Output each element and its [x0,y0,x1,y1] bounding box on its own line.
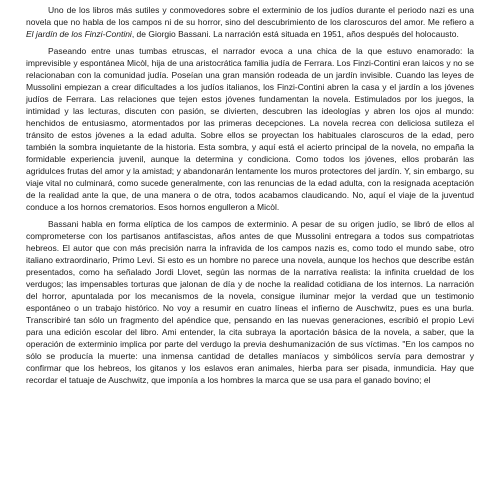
paragraph-1-text-end: , de Giorgio Bassani. La narración está situada en 1951, años después del holocausto. [131,29,459,39]
book-title: El jardín de los Finzi-Contini [26,29,132,39]
paragraph-1 [26,4,474,40]
paragraph-2 [26,45,474,213]
paragraph-3 [26,218,474,386]
paragraph-1-text-start: Uno de los libros más sutiles y conmovedores sobre el exterminio de los judíos durante el periodo nazi es una novela que no habla de los campos ni de su horror, sino del descubrimiento de los claroscuros del amor. Me refiero a [26,5,474,27]
paragraph-3-text: Bassani habla en forma elíptica de los campos de exterminio. A pesar de su origen judío, se libró de ellos al comprometerse con los partisanos antifascistas, años antes de que Mussolini entregara a todos sus compatriotas hebreos. El autor que con más precisión narra la infravida de los campos nazis es, como todo el mundo sabe, otro italiano extraordinario, Primo Levi. Si esto es un hombre no parece una novela, aunque los hechos que describe están presentados, como ha señalado Jordi Llovet, según las normas de la narrativa realista: la infinita crueldad de los verdugos; las impensables torturas que jalonan de día y de noche la realidad cotidiana de los internos. La narración del horror, apuntalada por los mecanismos de la novela, consigue iluminar mejor la verdad que un testimonio espontáneo o un trabajo histórico. No voy a resumir en cuatro líneas el infierno de Auschwitz, pues es una burla. Transcribiré tan sólo un fragmento del apéndice que, pensando en las nuevas generaciones, escribió el propio Levi para una edición escolar del libro. Ami entender, la cita subraya la aportación básica de la novela, a saber, que la operación de exterminio implica por parte del verdugo la previa deshumanización de sus víctimas. "En los campos no sólo se producía la muerte: una inmensa cantidad de detalles maníacos y simbólicos servía para demostrar y confirmar que los hebreos, los gitanos y los eslavos eran animales, hierba para ser pisada, inmundicia. Hay que recordar el tatuaje de Auschwitz, que imponía a los hombres la marca que se usa para el ganado bovino; el [26,219,474,385]
paragraph-2-text: Paseando entre unas tumbas etruscas, el narrador evoca a una chica de la que estuvo enamorado: la imprevisible y espontánea Micòl, hija de una aristocrática familia judía de Ferrara. Los Finzi-Contini eran laicos y no se relacionaban con la comunidad judía. Poseían una gran mansión rodeada de un jardín invisible. Cuando las leyes de Mussolini empiezan a crear dificultades a los judíos italianos, los Finzi-Contini abren la casa y el jardín a los jóvenes judíos de Ferrara. Las relaciones que tejen estos jóvenes fundamentan la novela. Estimulados por los juegos, la intimidad y las lecturas, discuten con pasión, se divierten, descubren las ideologías y abren los ojos al mundo: henchidos de entusiasmo, atormentados por las primeras decepciones. La novela recrea con deliciosa sutileza el tránsito de estos jóvenes a la edad adulta. Sobre ellos se proyectan los habituales claroscuros de la edad, pero también la sombra inquietante de la historia. Esta sombra, y aquí está el acierto principal de la novela, no empaña la formidable experiencia juvenil, aunque la determina y condiciona. Como todos los jóvenes, ellos probarán las agridulces frutas del amor y la amistad; y abandonarán lentamente los muros protectores del jardín. Y, sin embargo, su viaje vital no culminará, como sucede generalmente, con las renuncias de la edad adulta, con la resignada aceptación de la realidad ante la que, de una manera o de otra, todos acabamos claudicando. No, aquí el viaje de la juventud conduce a los hornos crematorios. Esos hornos engulleron a Micòl. [26,46,474,212]
